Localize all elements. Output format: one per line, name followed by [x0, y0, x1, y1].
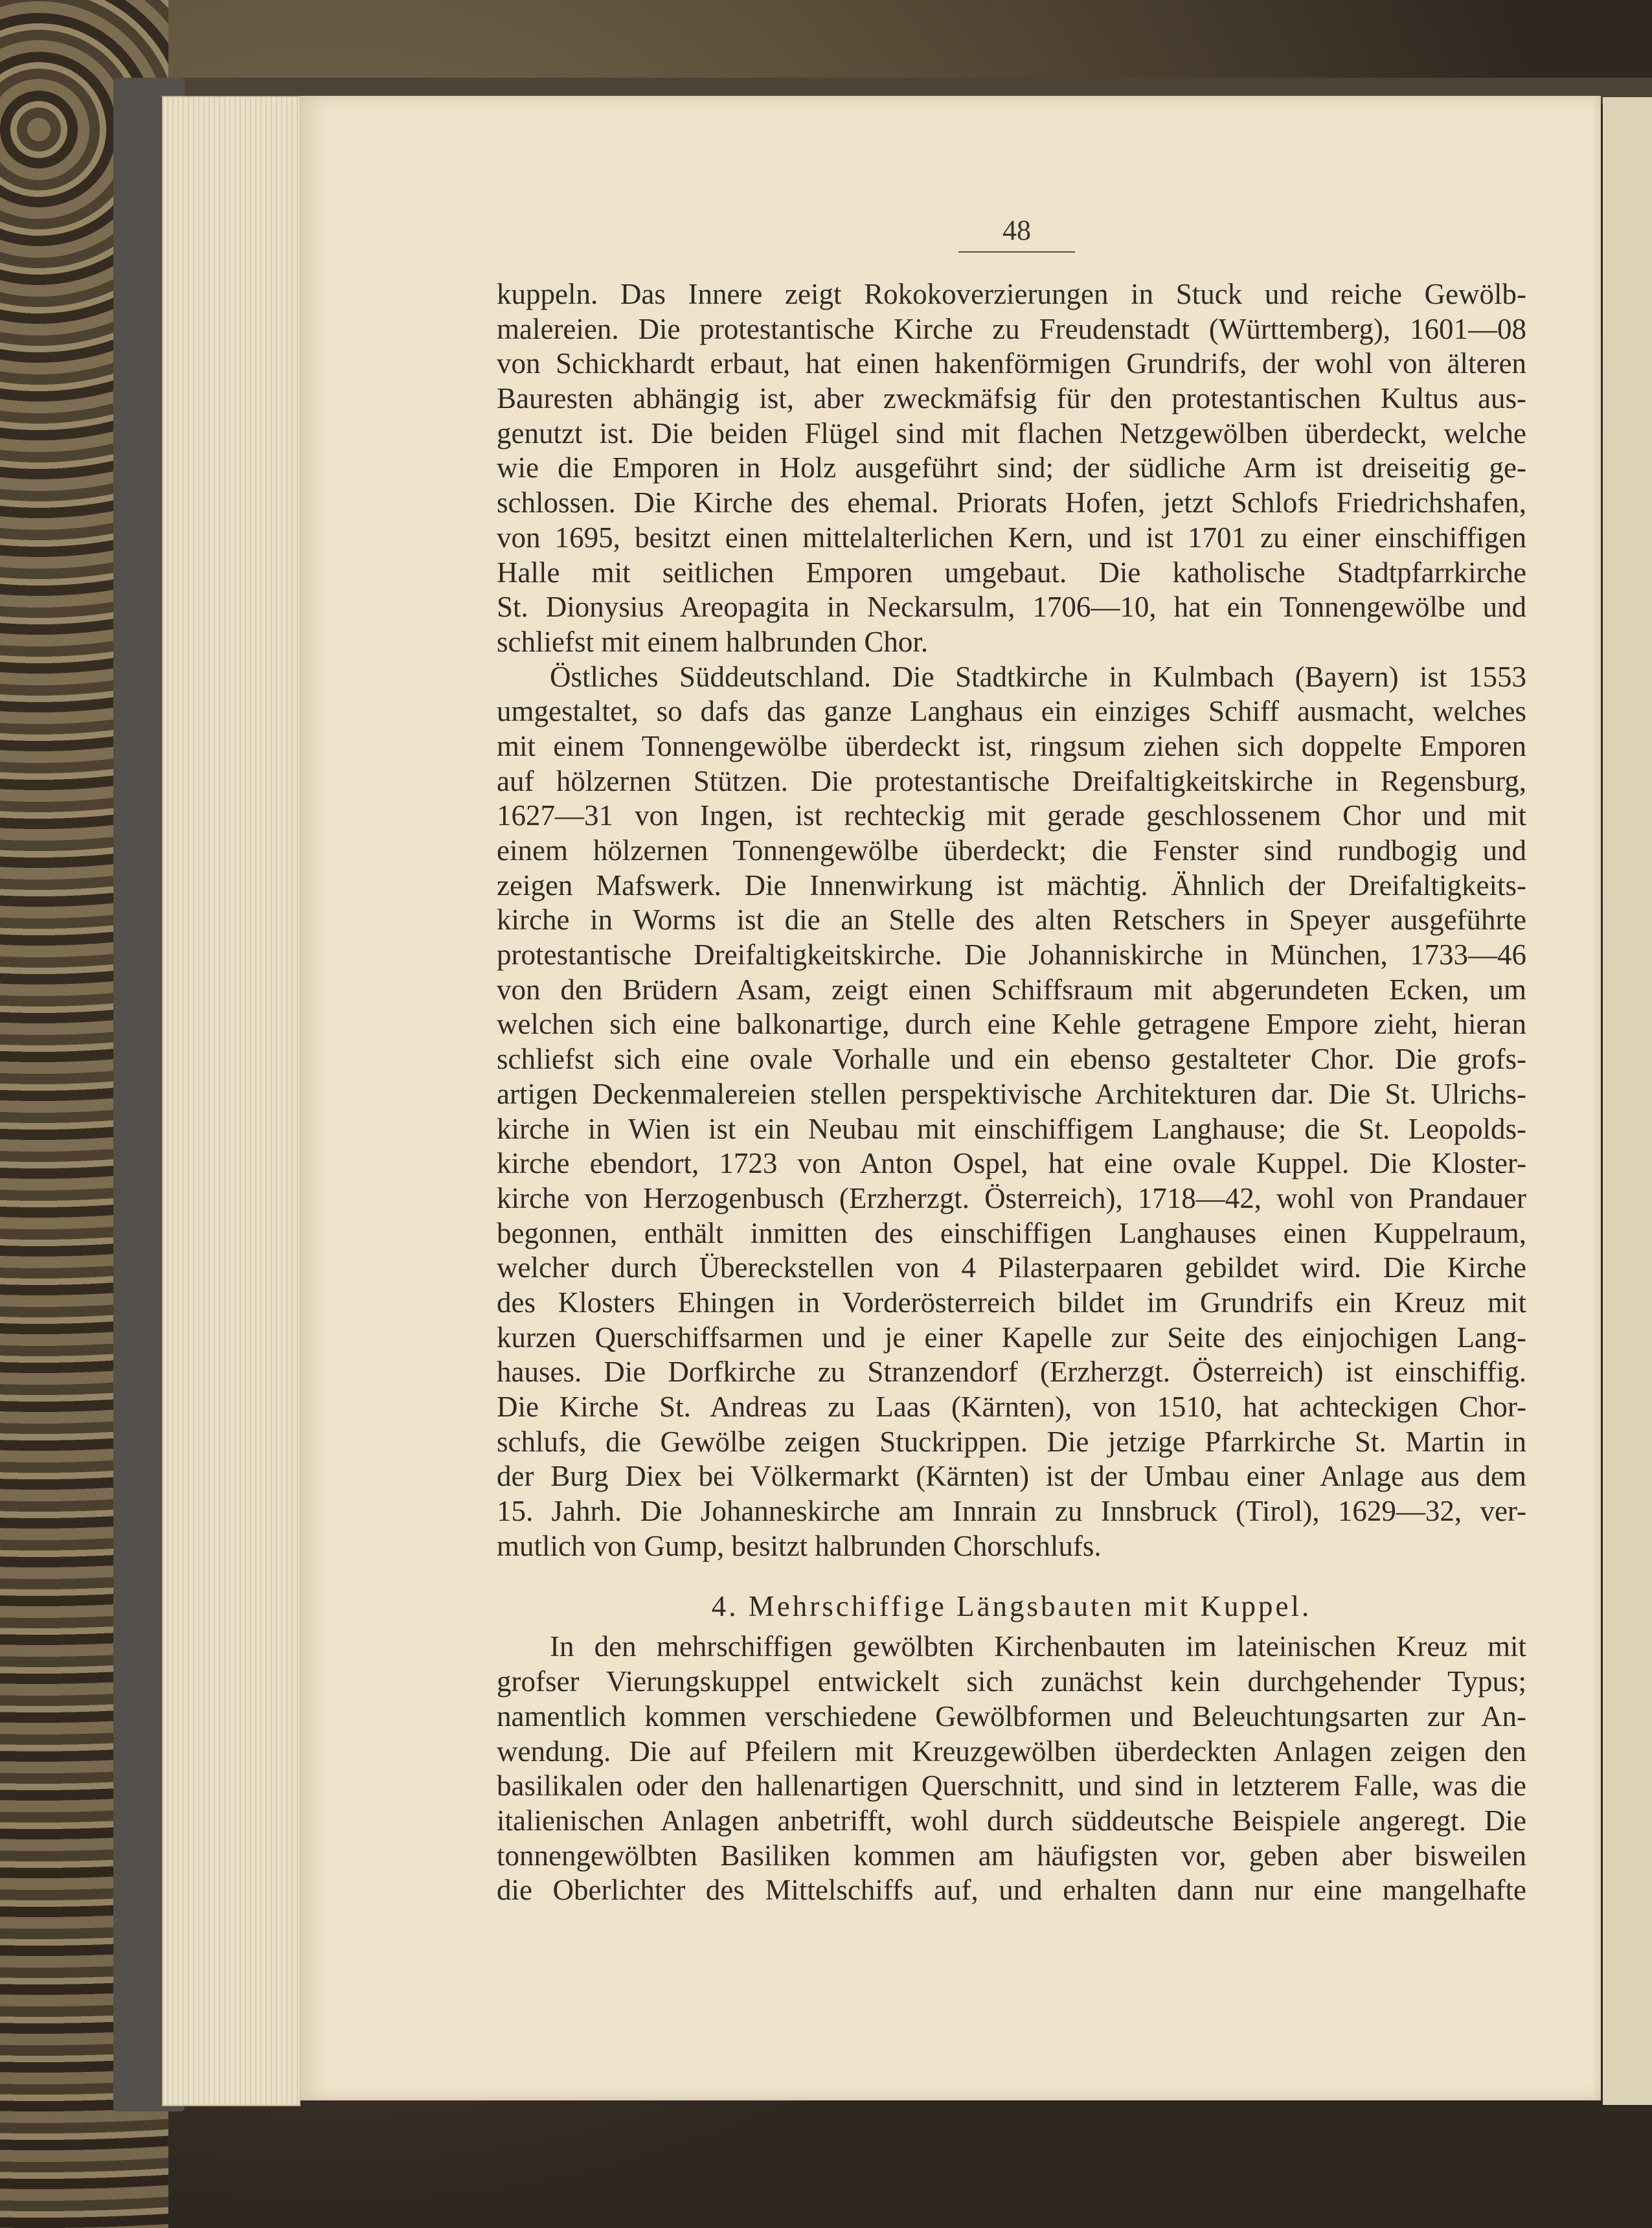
text-line: welcher durch Übereckstellen von 4 Pilasterpaaren gebildet wird. Die Kirche — [497, 1251, 1526, 1284]
text-line: begonnen, enthält inmitten des einschiffigen Langhauses einen Kuppelraum, — [497, 1216, 1526, 1249]
text-line: genutzt ist. Die beiden Flügel sind mit flachen Netzgewölben überdeckt, welche — [497, 416, 1526, 449]
text-line: kirche von Herzogenbusch (Erzherzgt. Österreich), 1718—42, wohl von Prandauer — [497, 1181, 1526, 1214]
text-line: mit einem Tonnengewölbe überdeckt ist, ringsum ziehen sich doppelte Emporen — [497, 729, 1526, 762]
text-line: Östliches Süddeutschland. Die Stadtkirche in Kulmbach (Bayern) ist 1553 — [550, 660, 1526, 693]
page-number-rule — [958, 251, 1075, 253]
text-line: schlufs, die Gewölbe zeigen Stuckrippen. Die jetzige Pfarrkirche St. Martin in — [497, 1425, 1526, 1458]
text-line: die Oberlichter des Mittelschiffs auf, und erhalten dann nur eine mangelhafte — [497, 1874, 1526, 1907]
text-line: St. Dionysius Areopagita in Neckarsulm, 1706—10, hat ein Tonnengewölbe und — [497, 591, 1526, 624]
text-line: In den mehrschiffigen gewölbten Kirchenbauten im lateinischen Kreuz mit — [550, 1630, 1526, 1663]
text-line: tonnengewölbten Basiliken kommen am häufigsten vor, geben aber bisweilen — [497, 1839, 1526, 1872]
text-line: kuppeln. Das Innere zeigt Rokokoverzierungen in Stuck und reiche Gewölb- — [497, 278, 1526, 310]
body-text — [497, 277, 1526, 1908]
text-line: Die Kirche St. Andreas zu Laas (Kärnten), von 1510, hat achteckigen Chor- — [497, 1391, 1526, 1423]
text-line: protestantische Dreifaltigkeitskirche. Die Johanniskirche in München, 1733—46 — [497, 938, 1526, 972]
text-line: umgestaltet, so dafs das ganze Langhaus ein einziges Schiff ausmacht, welches — [497, 695, 1526, 728]
text-line: basilikalen oder den hallenartigen Querschnitt, und sind in letzterem Falle, was die — [497, 1769, 1526, 1802]
text-line: kirche in Wien ist ein Neubau mit einschiffigem Langhause; die St. Leopolds- — [497, 1112, 1526, 1145]
text-line: von Schickhardt erbaut, hat einen hakenförmigen Grundrifs, der wohl von älteren — [497, 347, 1526, 380]
text-line: hauses. Die Dorfkirche zu Stranzendorf (Erzherzgt. Österreich) ist einschiffig. — [497, 1356, 1526, 1389]
text-line: schliefst mit einem halbrunden Chor. — [497, 625, 929, 658]
text-line: auf hölzernen Stützen. Die protestantische Dreifaltigkeitskirche in Regensburg, — [497, 764, 1526, 797]
text-line: wendung. Die auf Pfeilern mit Kreuzgewölben überdeckten Anlagen zeigen den — [497, 1734, 1526, 1768]
text-line: schliefst sich eine ovale Vorhalle und ein ebenso gestalteter Chor. Die grofs- — [497, 1043, 1526, 1076]
text-line: artigen Deckenmalereien stellen perspektivische Architekturen dar. Die St. Ulrichs- — [497, 1077, 1526, 1110]
facing-page-edge — [1603, 97, 1652, 2105]
text-line: zeigen Mafswerk. Die Innenwirkung ist mächtig. Ähnlich der Dreifaltigkeits- — [497, 869, 1526, 902]
section-heading: 4. Mehrschiffige Längsbauten mit Kuppel. — [711, 1590, 1312, 1623]
text-line: grofser Vierungskuppel entwickelt sich zunächst kein durchgehender Typus; — [497, 1665, 1526, 1698]
text-line: von 1695, besitzt einen mittelalterlichen Kern, und ist 1701 zu einer einschiffigen — [497, 521, 1526, 554]
text-line: wie die Emporen in Holz ausgeführt sind; der südliche Arm ist dreiseitig ge- — [497, 451, 1526, 484]
text-line: kirche in Worms ist die an Stelle des alten Retschers in Speyer ausgeführte — [497, 904, 1526, 937]
text-line: Halle mit seitlichen Emporen umgebaut. Die katholische Stadtpfarrkirche — [497, 556, 1526, 589]
text-line: 1627—31 von Ingen, ist rechteckig mit gerade geschlossenem Chor und mit — [497, 799, 1526, 832]
text-line: malereien. Die protestantische Kirche zu Freudenstadt (Württemberg), 1601—08 — [497, 312, 1526, 345]
text-line: von den Brüdern Asam, zeigt einen Schiffsraum mit abgerundeten Ecken, um — [497, 973, 1526, 1006]
text-line: des Klosters Ehingen in Vorderösterreich bildet im Grundrifs ein Kreuz mit — [497, 1286, 1526, 1319]
text-line: italienischen Anlagen anbetrifft, wohl durch süddeutsche Beispiele angeregt. Die — [497, 1804, 1526, 1837]
text-line: Bauresten abhängig ist, aber zweckmäfsig für den protestantischen Kultus aus- — [497, 382, 1526, 415]
text-line: 15. Jahrh. Die Johanneskirche am Innrain zu Innsbruck (Tirol), 1629—32, ver- — [497, 1495, 1526, 1528]
text-line: namentlich kommen verschiedene Gewölbformen und Beleuchtungsarten zur An- — [497, 1699, 1526, 1733]
text-line: welchen sich eine balkonartige, durch eine Kehle getragene Empore zieht, hieran — [497, 1008, 1526, 1041]
text-line: kirche ebendort, 1723 von Anton Ospel, hat eine ovale Kuppel. Die Kloster- — [497, 1147, 1526, 1180]
text-line: einem hölzernen Tonnengewölbe überdeckt; die Fenster sind rundbogig und — [497, 834, 1526, 867]
text-line: kurzen Querschiffsarmen und je einer Kapelle zur Seite des einjochigen Lang- — [497, 1321, 1526, 1354]
text-line: mutlich von Gump, besitzt halbrunden Chorschlufs. — [497, 1529, 1102, 1562]
page-number: 48 — [1002, 214, 1031, 246]
text-line: der Burg Diex bei Völkermarkt (Kärnten) ist der Umbau einer Anlage aus dem — [497, 1460, 1526, 1493]
text-line: schlossen. Die Kirche des ehemal. Priorats Hofen, jetzt Schlofs Friedrichshafen, — [497, 486, 1526, 519]
page-stack — [162, 96, 300, 2106]
